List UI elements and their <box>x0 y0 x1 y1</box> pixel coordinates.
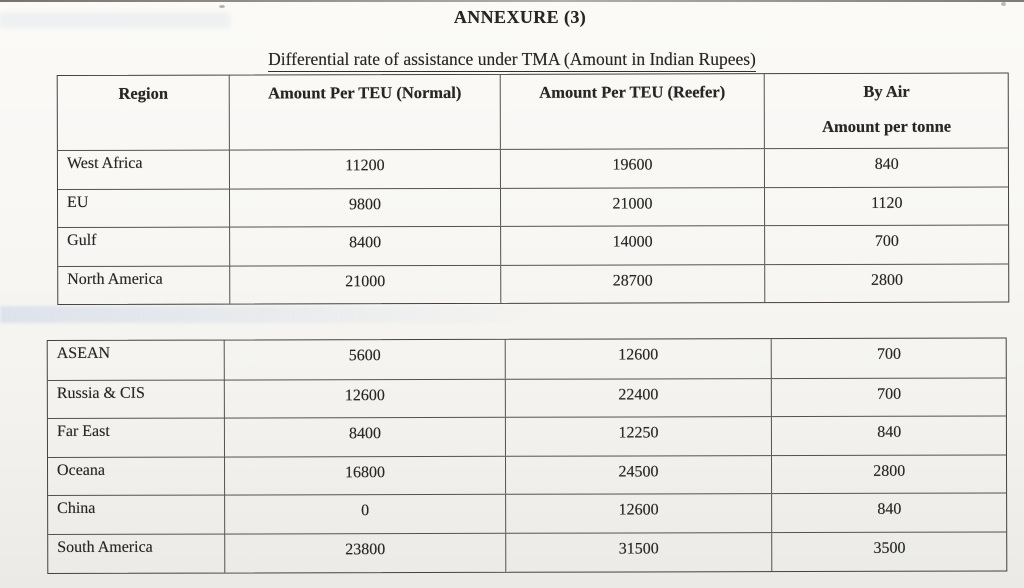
air-per-tonne-cell: 2800 <box>870 271 904 289</box>
table-row <box>58 186 1008 227</box>
air-per-tonne-cell: 3500 <box>873 539 906 557</box>
document-title: ANNEXURE (3) <box>453 7 587 27</box>
scan-edge-artifact <box>0 0 1024 2</box>
air-per-tonne-cell: 840 <box>877 501 902 519</box>
region-cell: South America <box>48 535 225 573</box>
table-row <box>48 338 1006 379</box>
region-cell: Gulf <box>58 228 230 266</box>
normal-teu-cell: 21000 <box>230 265 501 303</box>
rates-table-upper <box>57 73 1010 305</box>
column-header-normal-teu: Amount Per TEU (Normal) <box>230 75 501 150</box>
table-body-upper <box>58 148 1008 304</box>
region-cell: Russia & CIS <box>48 380 225 418</box>
scan-tint-artifact <box>0 306 560 323</box>
table-body-lower <box>48 338 1007 572</box>
table-row <box>58 263 1008 304</box>
column-header-by-air <box>765 74 1009 149</box>
reefer-teu-cell: 12600 <box>506 339 772 378</box>
normal-teu-cell: 16800 <box>225 457 506 495</box>
table-row <box>48 454 1006 495</box>
air-per-tonne-cell: 1120 <box>871 194 903 212</box>
column-header-region: Region <box>58 76 230 150</box>
air-per-tonne-cell: 700 <box>874 232 899 250</box>
air-per-tonne-cell: 700 <box>877 385 902 403</box>
reefer-teu-cell: 12250 <box>506 417 772 455</box>
air-per-tonne-cell: 2800 <box>873 462 906 480</box>
normal-teu-cell: 8400 <box>225 418 506 456</box>
region-cell: ASEAN <box>48 341 225 380</box>
title-block <box>0 7 1024 72</box>
document-subtitle: Differential rate of assistance under TMA (Amount in Indian Rupees) <box>268 49 756 72</box>
reefer-teu-cell: 12600 <box>506 494 772 532</box>
table-row <box>58 225 1008 266</box>
column-header-reefer-teu: Amount Per TEU (Reefer) <box>501 74 765 149</box>
reefer-teu-cell: 31500 <box>506 533 772 571</box>
table-row <box>58 148 1008 189</box>
column-header-by-air-line2: Amount per tonne <box>822 116 952 136</box>
normal-teu-cell: 0 <box>225 495 506 533</box>
region-cell: Oceana <box>48 457 225 495</box>
normal-teu-cell: 8400 <box>230 227 501 265</box>
table-row <box>48 377 1006 418</box>
air-per-tonne-cell: 700 <box>876 345 902 363</box>
column-header-by-air-line1: By Air <box>863 81 910 101</box>
reefer-teu-cell: 24500 <box>506 456 772 494</box>
reefer-teu-cell: 21000 <box>501 188 765 226</box>
reefer-teu-cell: 22400 <box>506 379 772 417</box>
reefer-teu-cell: 19600 <box>501 149 765 187</box>
table-row <box>48 416 1006 457</box>
normal-teu-cell: 9800 <box>230 188 501 226</box>
normal-teu-cell: 12600 <box>225 379 506 417</box>
rates-table-lower <box>47 337 1008 573</box>
reefer-teu-cell: 14000 <box>501 226 765 264</box>
normal-teu-cell: 11200 <box>230 150 501 188</box>
region-cell: North America <box>58 266 230 304</box>
air-per-tonne-cell: 840 <box>877 423 902 442</box>
table-header-row <box>58 74 1008 150</box>
scan-speck <box>1001 2 1006 6</box>
normal-teu-cell: 5600 <box>225 340 506 379</box>
region-cell: Far East <box>48 419 225 457</box>
table-row <box>48 531 1006 572</box>
region-cell: China <box>48 496 225 534</box>
table-row <box>48 493 1006 534</box>
reefer-teu-cell: 28700 <box>501 265 765 303</box>
region-cell: EU <box>58 189 230 227</box>
normal-teu-cell: 23800 <box>225 534 506 572</box>
region-cell: West Africa <box>58 151 230 189</box>
air-per-tonne-cell: 840 <box>874 155 899 173</box>
